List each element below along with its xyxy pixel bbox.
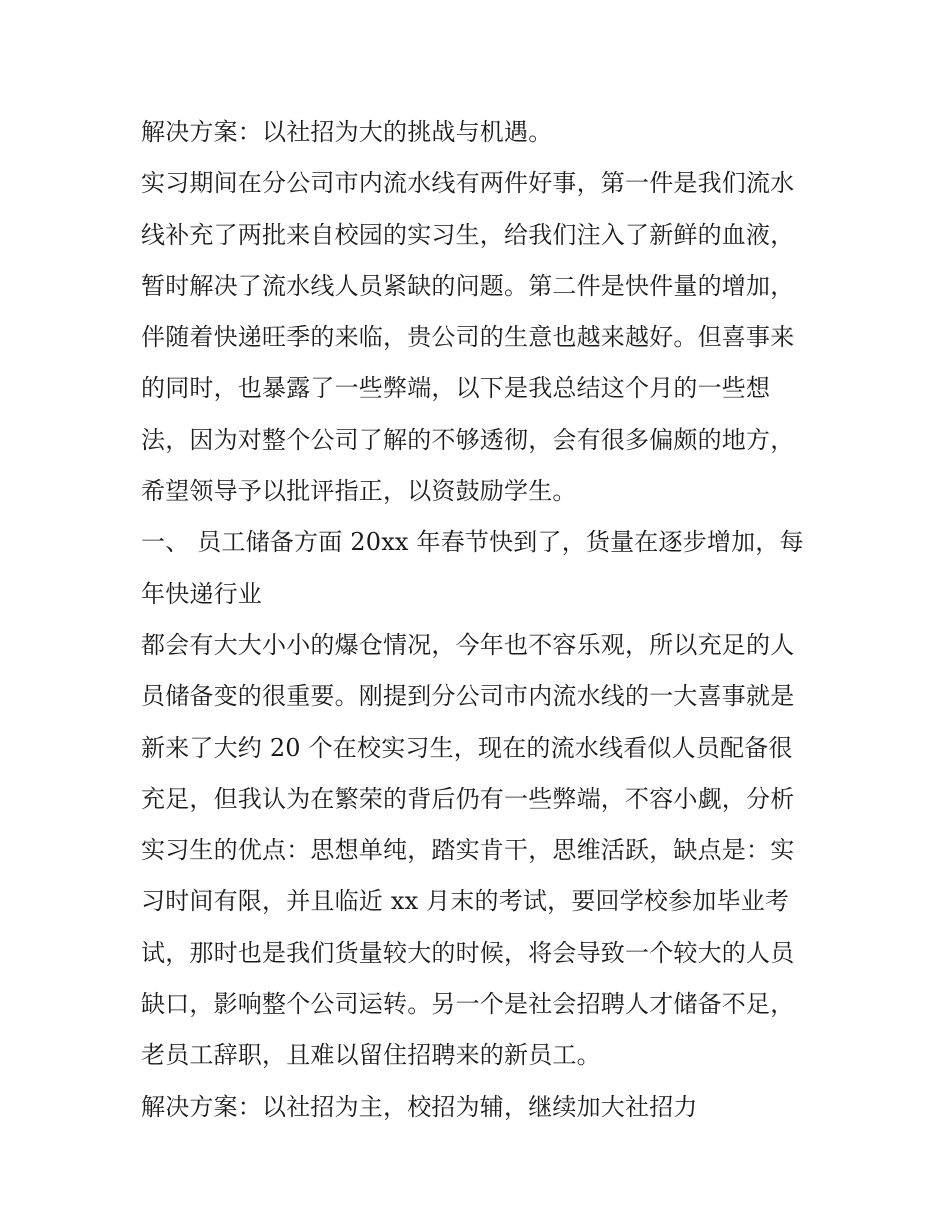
text-line: 解决方案：以社招为主，校招为辅，继续加大社招力 <box>141 1092 698 1121</box>
text-line: 缺口，影响整个公司运转。另一个是社会招聘人才储备不足， <box>141 990 795 1019</box>
text-line: 年快递行业 <box>141 579 262 608</box>
text-line: 员储备变的很重要。刚提到分公司市内流水线的一大喜事就是 <box>141 682 795 711</box>
text-line: 充足，但我认为在繁荣的背后仍有一些弊端，不容小觑，分析 <box>141 784 795 813</box>
text-line: 老员工辞职，且难以留住招聘来的新员工。 <box>141 1041 601 1070</box>
text-line: 试，那时也是我们货量较大的时候，将会导致一个较大的人员 <box>141 938 795 967</box>
text-line: 习时间有限，并且临近 xx 月末的考试，要回学校参加毕业考 <box>141 887 790 916</box>
text-line: 都会有大大小小的爆仓情况，今年也不容乐观，所以充足的人 <box>141 630 795 659</box>
text-line: 法，因为对整个公司了解的不够透彻，会有很多偏颇的地方， <box>141 425 795 454</box>
text-line: 新来了大约 20 个在校实习生，现在的流水线看似人员配备很 <box>141 733 793 762</box>
text-line: 的同时，也暴露了一些弊端，以下是我总结这个月的一些想 <box>141 374 771 403</box>
document-body <box>141 107 821 1133</box>
text-line: 解决方案：以社招为大的挑战与机遇。 <box>141 118 553 146</box>
text-line: 线补充了两批来自校园的实习生，给我们注入了新鲜的血液， <box>141 220 795 249</box>
text-line: 一、 员工储备方面 20xx 年春节快到了，货量在逐步增加，每 <box>141 528 804 557</box>
text-line: 实习期间在分公司市内流水线有两件好事，第一件是我们流水 <box>141 169 795 198</box>
text-line: 实习生的优点：思想单纯，踏实肯干，思维活跃，缺点是：实 <box>141 836 795 865</box>
text-line: 暂时解决了流水线人员紧缺的问题。第二件是快件量的增加， <box>141 271 795 300</box>
text-line: 希望领导予以批评指正，以资鼓励学生。 <box>141 477 577 506</box>
text-line: 伴随着快递旺季的来临，贵公司的生意也越来越好。但喜事来 <box>141 323 795 352</box>
